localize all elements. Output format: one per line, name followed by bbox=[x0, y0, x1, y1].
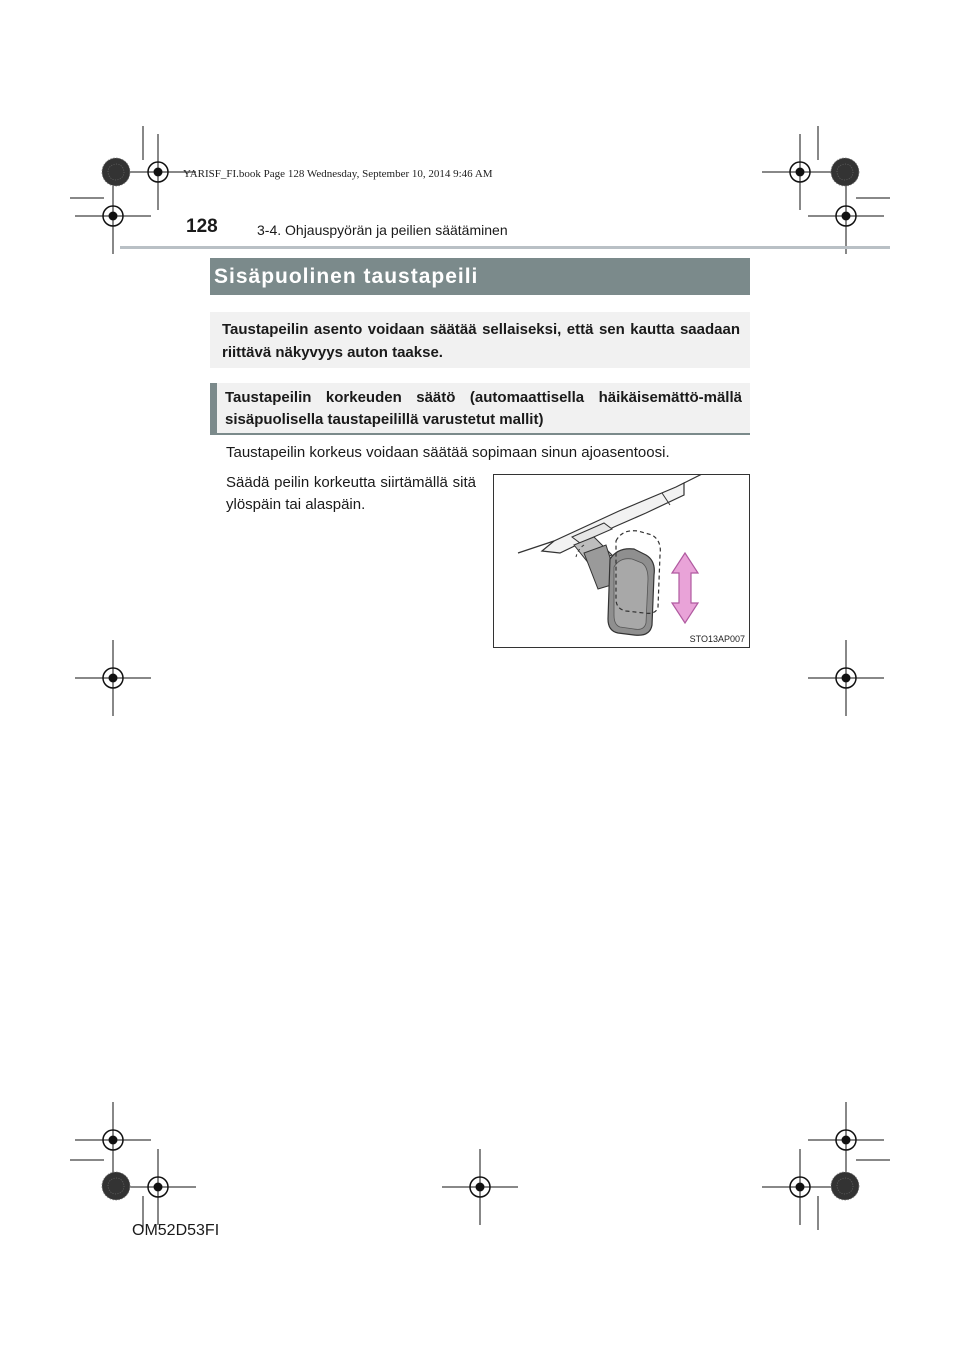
registration-mark-top-right bbox=[762, 134, 838, 210]
registration-mark-right-lower bbox=[808, 1102, 884, 1178]
registration-mark-bottom-center bbox=[442, 1149, 518, 1225]
registration-mark-left-upper bbox=[75, 178, 151, 254]
subheading: Taustapeilin korkeuden säätö (automaattisella häikäisemättö-mällä sisäpuolisella taustapeilillä varustetut mallit) bbox=[210, 383, 750, 435]
section-breadcrumb: 3-4. Ohjauspyörän ja peilien säätäminen bbox=[257, 222, 508, 238]
print-info: YARISF_FI.book Page 128 Wednesday, September 10, 2014 9:46 AM bbox=[183, 168, 493, 180]
registration-mark-right-upper bbox=[808, 178, 884, 254]
registration-mark-left-mid bbox=[75, 640, 151, 716]
footer-doc-code: OM52D53FI bbox=[132, 1222, 220, 1239]
sunburst-mark-top-right bbox=[831, 158, 859, 186]
registration-mark-bottom-right bbox=[762, 1149, 838, 1225]
registration-mark-left-lower bbox=[75, 1102, 151, 1178]
registration-mark-bottom-left bbox=[120, 1149, 196, 1225]
intro-box: Taustapeilin asento voidaan säätää sellaiseksi, että sen kautta saadaan riittävä näkyvyys auton taakse. bbox=[210, 312, 750, 368]
header-rule bbox=[120, 246, 890, 249]
sunburst-mark-bottom-right bbox=[831, 1172, 859, 1200]
body-paragraph-2: Säädä peilin korkeutta siirtämällä sitä ylöspäin tai alaspäin. bbox=[226, 474, 476, 513]
headliner bbox=[518, 475, 704, 553]
section-title: Sisäpuolinen taustapeili bbox=[210, 258, 750, 295]
registration-mark-right-mid bbox=[808, 640, 884, 716]
up-down-arrow-icon bbox=[672, 553, 698, 623]
page-number: 128 bbox=[186, 216, 218, 237]
sunburst-mark-top-left bbox=[102, 158, 130, 186]
sunburst-mark-bottom-left bbox=[102, 1172, 130, 1200]
figure-code: STO13AP007 bbox=[689, 634, 745, 644]
mirror-body bbox=[608, 549, 654, 636]
body-paragraph-1: Taustapeilin korkeus voidaan säätää sopimaan sinun ajoasentoosi. bbox=[226, 444, 670, 461]
mirror-illustration bbox=[493, 474, 750, 648]
mirror-drawing bbox=[494, 475, 750, 648]
